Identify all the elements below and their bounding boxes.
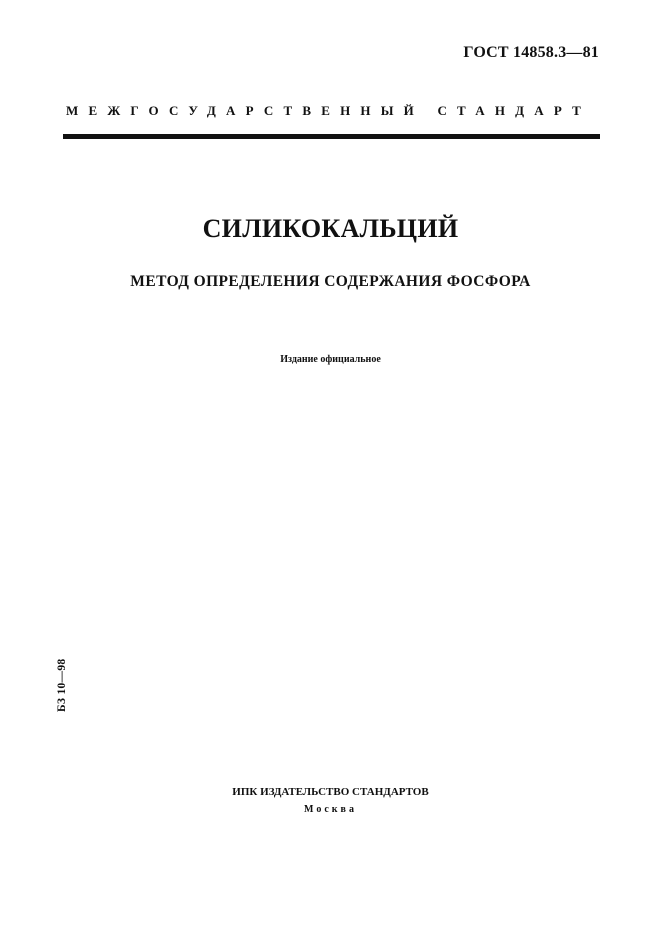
document-title: СИЛИКОКАЛЬЦИЙ <box>202 214 459 243</box>
edition-note: Издание официальное <box>280 354 381 365</box>
header-rule <box>63 134 600 139</box>
standard-label: МЕЖГОСУДАРСТВЕННЫЙ СТАНДАРТ <box>66 103 592 118</box>
document-subtitle: МЕТОД ОПРЕДЕЛЕНИЯ СОДЕРЖАНИЯ ФОСФОРА <box>130 273 531 290</box>
side-code: БЗ 10—98 <box>56 658 68 712</box>
publisher-name: ИПК ИЗДАТЕЛЬСТВО СТАНДАРТОВ <box>232 786 429 798</box>
document-code: ГОСТ 14858.3—81 <box>463 44 599 61</box>
publisher-city: Москва <box>304 804 357 815</box>
